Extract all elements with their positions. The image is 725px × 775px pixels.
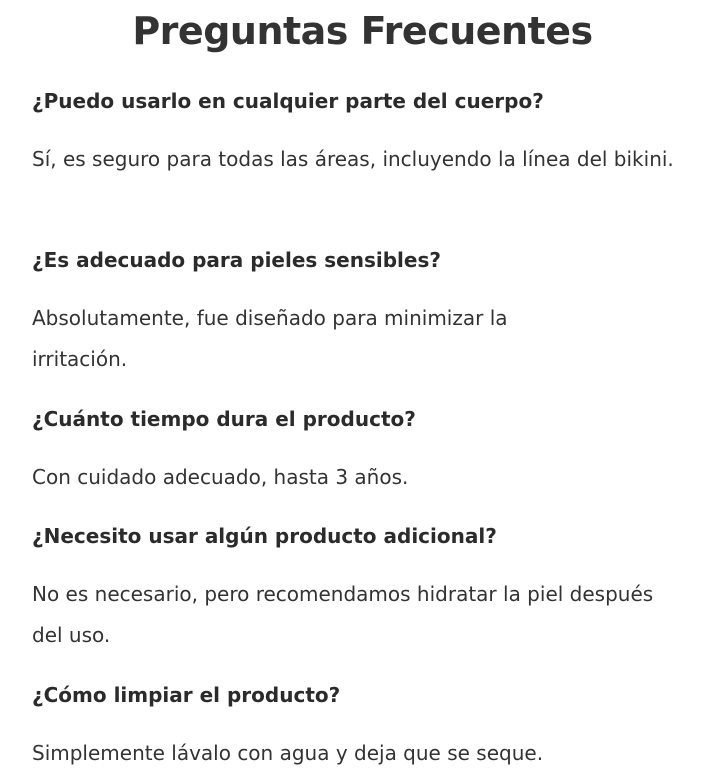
faq-question: ¿Cómo limpiar el producto? bbox=[32, 683, 341, 707]
faq-answer: Absolutamente, fue diseñado para minimizar la irritación. bbox=[32, 306, 508, 371]
faq-answer: No es necesario, pero recomendamos hidratar la piel después del uso. bbox=[32, 582, 654, 647]
page-title: Preguntas Frecuentes bbox=[132, 9, 593, 53]
faq-question: ¿Puedo usarlo en cualquier parte del cuerpo? bbox=[32, 89, 544, 113]
faq-question: ¿Necesito usar algún producto adicional? bbox=[32, 524, 497, 548]
faq-question: ¿Cuánto tiempo dura el producto? bbox=[32, 407, 416, 431]
faq-answer: Sí, es seguro para todas las áreas, incluyendo la línea del bikini. bbox=[32, 147, 674, 171]
faq-answer: Simplemente lávalo con agua y deja que se seque. bbox=[32, 741, 544, 765]
faq-answer: Con cuidado adecuado, hasta 3 años. bbox=[32, 465, 409, 489]
faq-question: ¿Es adecuado para pieles sensibles? bbox=[32, 248, 441, 272]
